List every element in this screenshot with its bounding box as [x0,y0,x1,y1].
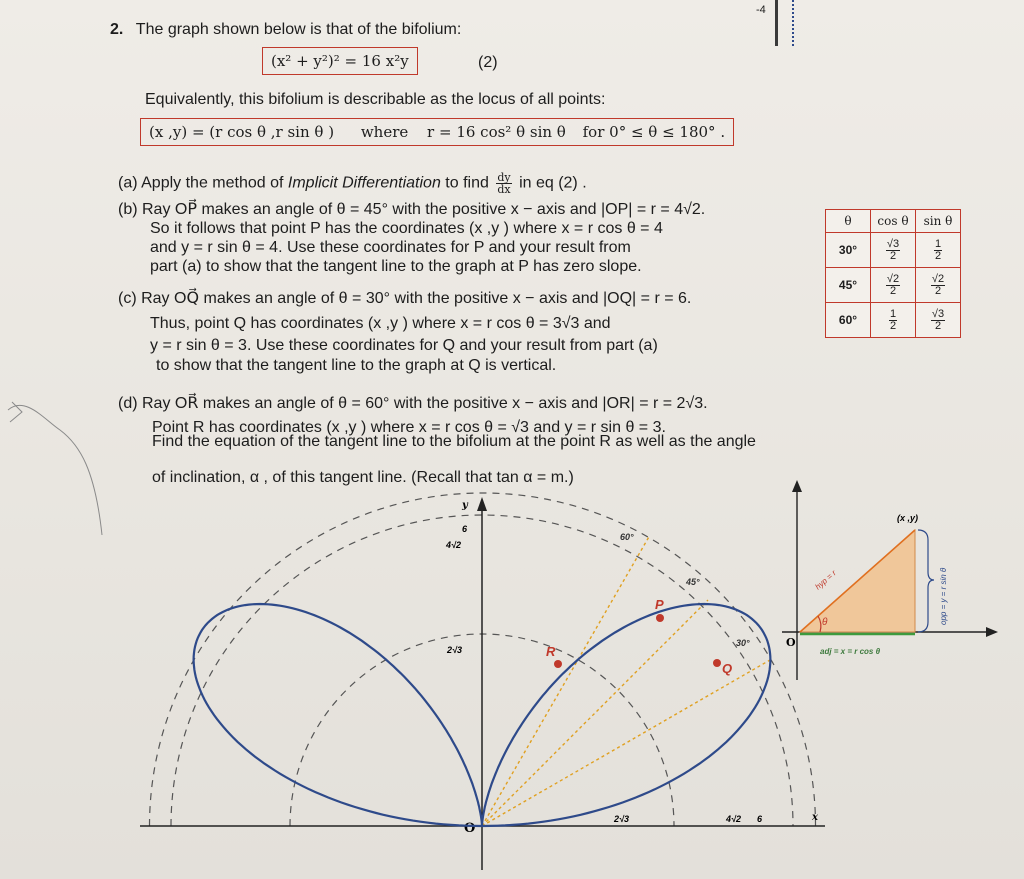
angle-label-45: 45° [686,577,700,587]
part-d-line4: of inclination, α , of this tangent line. (Recall that tan α = m.) [152,469,574,486]
part-b-line2: So it follows that point P has the coordinates (x ,y ) where x = r cos θ = 4 [150,220,663,237]
y-tick-2sqrt3: 2√3 [447,645,462,655]
tri-theta-label: θ [822,617,828,628]
equation-label: (2) [478,54,498,71]
part-d-line1: (d) Ray OR⃗ makes an angle of θ = 60° with the positive x − axis and |OR| = r = 2√3. [118,395,708,412]
point-label-R: R [546,644,556,659]
part-a-em: Implicit Differentiation [287,174,441,192]
tri-adj-label: adj = x = r cos θ [820,647,881,656]
trig-header-sin: sin θ [916,210,961,233]
corner-number: -4 [756,4,766,16]
origin-label: O [464,821,476,836]
trig-cos-cell: $\frac{√2}{2}$ [871,268,916,303]
part-b-line3: and y = r sin θ = 4. Use these coordinates for P and your result from [150,239,631,256]
part-b-line4: part (a) to show that the tangent line to the graph at P has zero slope. [150,258,642,275]
tri-y-arrow [792,480,802,492]
trig-header-cos: cos θ [871,210,916,233]
param-lhs: (x ,y) = (r cos θ ,r sin θ ) [149,123,335,141]
x-tick-4sqrt2: 4√2 [726,814,741,824]
equivalent-text: Equivalently, this bifolium is describable as the locus of all points: [145,91,606,108]
y-axis-label: y [462,500,468,511]
angle-label-60: 60° [620,532,634,542]
part-c-line2: Thus, point Q has coordinates (x ,y ) where x = r cos θ = 3√3 and [150,315,611,332]
trig-header-theta: θ [826,210,871,233]
x-tick-2sqrt3: 2√3 [614,814,629,824]
trig-sin-cell: $\frac{√3}{2}$ [916,303,961,338]
part-d-line3: Find the equation of the tangent line to the bifolium at the point R as well as the angle [152,433,756,450]
trig-cos-cell: $\frac{1}{2}$ [871,303,916,338]
frac-num: dy [497,171,511,184]
x-tick-6: 6 [757,814,763,824]
tri-origin-label: O [786,636,796,649]
tri-point-label: (x ,y) [897,513,919,523]
trig-sin-cell: $\frac{1}{2}$ [916,233,961,268]
frac-den: dx [497,183,511,196]
tri-hyp-label: hyp = r [813,568,838,592]
angle-label-30: 30° [736,638,750,648]
y-tick-4sqrt2: 4√2 [446,540,461,550]
question-intro: The graph shown below is that of the bifolium: [135,21,462,38]
part-a-before: Apply the method of [141,174,284,192]
part-d-line2: Point R has coordinates (x ,y ) where x = r cos θ = √3 and y = r sin θ = 3. [152,419,666,436]
point-label-Q: Q [722,661,733,676]
trig-cos-cell: $\frac{√3}{2}$ [871,233,916,268]
y-tick-6: 6 [462,524,468,534]
question-number: 2. [110,21,124,38]
part-a-tail: in eq (2) . [519,174,587,192]
part-a-after: to find [445,174,489,192]
part-a-label: (a) [118,174,138,192]
tri-opposite-brace [918,530,934,632]
part-b-line1: (b) Ray OP⃗ makes an angle of θ = 45° with the positive x − axis and |OP| = r = 4√2. [118,201,706,218]
param-range: for 0° ≤ θ ≤ 180° . [582,123,726,141]
point-label-P: P [655,597,664,612]
tri-opp-label: opp = y = r sin θ [939,567,948,625]
trig-angle: 30° [826,233,871,268]
part-c-line4: to show that the tangent line to the graph at Q is vertical. [156,357,557,374]
param-where: where [360,123,409,141]
trig-sin-cell: $\frac{√2}{2}$ [916,268,961,303]
trig-angle: 60° [826,303,871,338]
x-axis-label: x [812,812,818,823]
part-c-line3: y = r sin θ = 3. Use these coordinates for Q and your result from part (a) [150,337,658,354]
part-c-line1: (c) Ray OQ⃗ makes an angle of θ = 30° with the positive x − axis and |OQ| = r = 6. [118,290,692,307]
tri-x-arrow [986,627,998,637]
bifolium-equation: (x² + y²)² = 16 x²y [262,47,418,75]
param-r: r = 16 cos² θ sin θ [427,123,566,141]
trig-angle: 45° [826,268,871,303]
